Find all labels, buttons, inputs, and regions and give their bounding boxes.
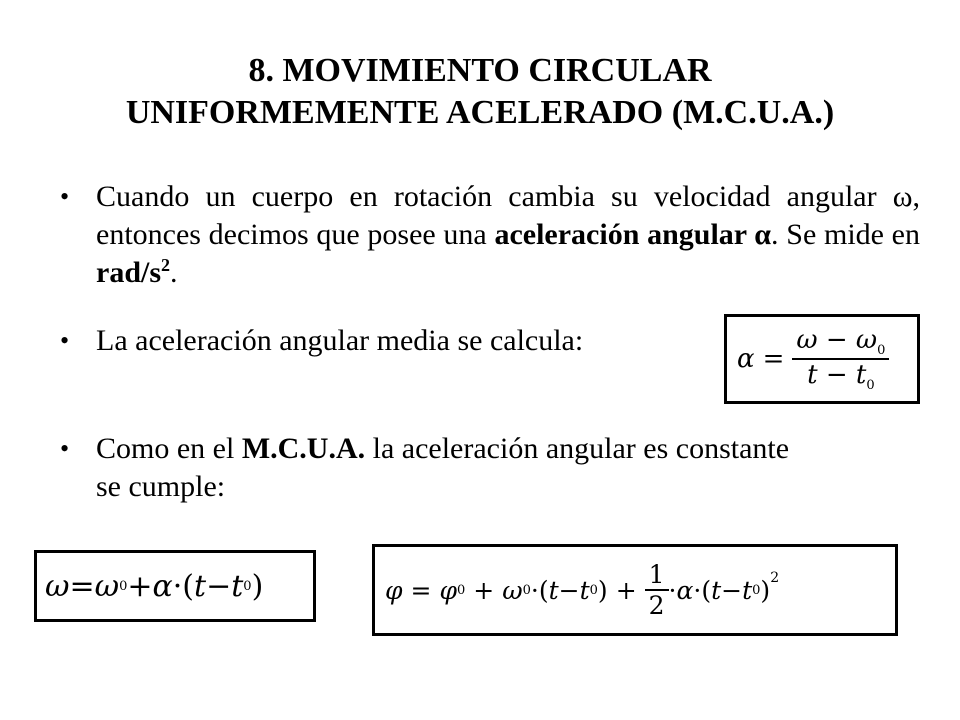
b3-bold-term: M.C.U.A.	[241, 432, 366, 465]
title-line-2: UNIFORMEMENTE ACELERADO (M.C.U.A.)	[125, 94, 835, 131]
bullet-dot-icon: •	[60, 434, 70, 463]
b3-text	[96, 430, 816, 506]
b1-text-3: .	[170, 256, 178, 289]
b2-text: La aceleración angular media se calcula:	[96, 324, 584, 357]
b3-text-1: Como en el	[96, 432, 242, 465]
b1-text-1: Cuando un cuerpo en rotación cambia su velocidad angular ω, entonces decimos que posee una	[96, 180, 920, 251]
b1-bold-term: aceleración angular α	[494, 218, 772, 251]
slide-title	[0, 50, 960, 134]
formula-alpha: α = $\frac{\omega - \omega_0}{t - t_0}$	[737, 323, 889, 395]
title-line-1: 8. MOVIMIENTO CIRCULAR	[248, 52, 712, 89]
bullet-mcua-constant	[60, 430, 920, 506]
bullet-dot-icon: •	[60, 326, 70, 355]
formula-alpha-box	[724, 314, 920, 404]
b1-unit: rad/s	[96, 256, 162, 289]
b3-text-2: la aceleración angular es constante se cumple:	[96, 432, 790, 503]
formula-omega-box	[34, 550, 316, 622]
bullet-angular-acceleration	[60, 178, 920, 292]
bullet-dot-icon: •	[60, 182, 70, 211]
b1-text-2: . Se mide en	[771, 218, 920, 251]
formula-omega: ω = ω 0 + α ·( t − t 0 )	[45, 568, 264, 604]
b1-unit-exponent: 2	[161, 255, 171, 275]
formula-phi: φ = φ 0 + ω 0 ·( t − t 0 ) + $\frac{1}{2}$ · α ·( t − t 0 ) $^2$	[385, 560, 780, 620]
formula-phi-box	[372, 544, 898, 636]
bullet-text	[96, 178, 920, 292]
